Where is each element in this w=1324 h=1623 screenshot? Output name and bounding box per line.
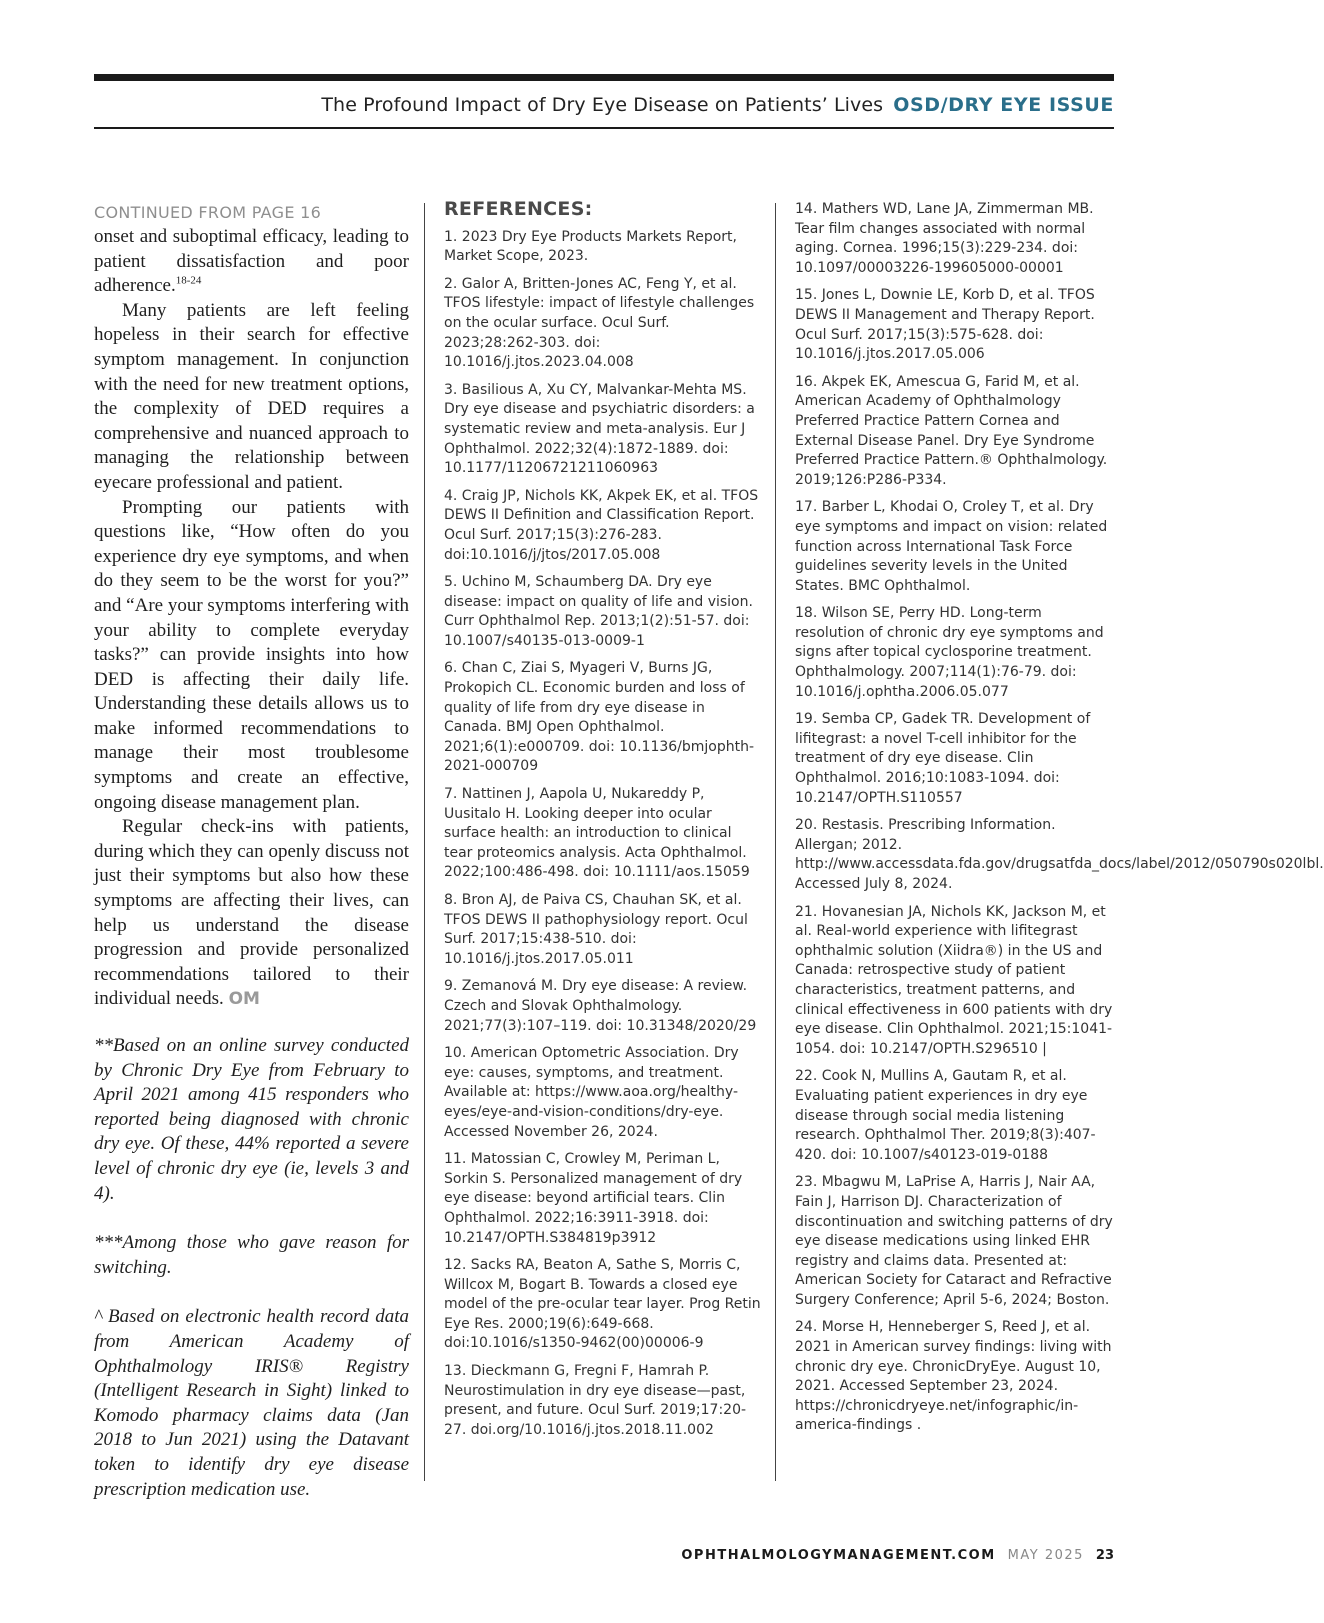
reference-item: 12. Sacks RA, Beaton A, Sathe S, Morris C, Willcox M, Bogart B. Towards a closed eye model of the pre-ocular tear layer. Prog Retin Eye Res. 2000;19(6):649-668. doi:10.1016/s1350-9462(00)00006-9 [444,1257,761,1352]
paragraph-1-text: onset and suboptimal efficacy, leading to patient dissatisfaction and poor adherence. [94,226,409,297]
reference-item: 8. Bron AJ, de Paiva CS, Chauhan SK, et al. TFOS DEWS II pathophysiology report. Ocul Surf. 2017;15:438-510. doi: 10.1016/j.jtos.2017.05.011 [444,892,748,967]
reference-item: 13. Dieckmann G, Fregni F, Hamrah P. Neurostimulation in dry eye disease—past, present, and future. Ocul Surf. 2019;17:20-27. doi.org/10.1016/j.jtos.2018.11.002 [444,1363,747,1438]
footer-site: OPHTHALMOLOGYMANAGEMENT.COM [681,1548,996,1563]
top-rule [94,74,1114,81]
reference-item: 11. Matossian C, Crowley M, Periman L, Sorkin S. Personalized management of dry eye disease: beyond artificial tears. Clin Ophthalmol. 2022;16:3911-3918. doi: 10.2147/OPTH.S384819p3912 [444,1151,743,1246]
reference-item: 14. Mathers WD, Lane JA, Zimmerman MB. Tear film changes associated with normal aging. Cornea. 1996;15(3):229-234. doi: 10.1097/00003226-199605000-00001 [795,201,1094,276]
column-divider [775,203,776,1481]
reference-item: 3. Basilious A, Xu CY, Malvankar-Mehta MS. Dry eye disease and psychiatric disorders: a systematic review and meta-analysis. Eur J Ophthalmol. 2022;32(4):1872-1889. doi: 10.1177/11206721211060963 [444,381,755,477]
reference-item: 19. Semba CP, Gadek TR. Development of lifitegrast: a novel T-cell inhibitor for the treatment of dry eye disease. Clin Ophthalmol. 2016;10:1083-1094. doi: 10.2147/OPTH.S110557 [795,711,1091,806]
reference-item: 18. Wilson SE, Perry HD. Long-term resolution of chronic dry eye symptoms and signs after topical cyclosporine treatment. Ophthalmology. 2007;114(1):76-79. doi: 10.1016/j.ophtha.2006.05.077 [795,605,1104,700]
reference-item: 1. 2023 Dry Eye Products Markets Report, Market Scope, 2023. [444,228,737,265]
references-column-2 [795,200,1324,1444]
reference-item: 24. Morse H, Henneberger S, Reed J, et al. 2021 in American survey findings: living with chronic dry eye. ChronicDryEye. August 10, 2021. Accessed September 23, 2024. https://chronicdryeye.net/infographic/in-america-findings . [795,1319,1112,1434]
reference-item: 2. Galor A, Britten-Jones AC, Feng Y, et al. TFOS lifestyle: impact of lifestyle challenges on the ocular surface. Ocul Surf. 2023;28:262-303. doi: 10.1016/j.jtos.2023.04.008 [444,275,755,371]
footnote-switching: ***Among those who gave reason for switching. [94,1232,409,1278]
article-body [94,225,409,1012]
reference-item: 6. Chan C, Ziai S, Myageri V, Burns JG, Prokopich CL. Economic burden and loss of quality of life from dry eye disease in Canada. BMJ Open Ophthalmol. 2021;6(1):e000709. doi: 10.1136/bmjophth-2021-000709 [444,660,755,775]
reference-item: 16. Akpek EK, Amescua G, Farid M, et al. American Academy of Ophthalmology Preferred Practice Pattern Cornea and External Disease Panel. Dry Eye Syndrome Preferred Practice Pattern.® Ophthalmology. 2019;126:P286-P334. [795,373,1108,488]
footnotes [94,1034,409,1502]
page-footer [681,1548,1114,1563]
reference-item: 7. Nattinen J, Aapola U, Nukareddy P, Uusitalo H. Looking deeper into ocular surface health: an introduction to clinical tear proteomics analysis. Acta Ophthalmol. 2022;100:486-498. doi: 10.1111/aos.15059 [444,786,750,881]
footnote-survey: **Based on an online survey conducted by Chronic Dry Eye from February to April 2021 among 415 responders who reported being diagnosed with chronic dry eye. Of these, 44% reported a severe level of chronic dry eye (ie, levels 3 and 4). [94,1035,409,1204]
reference-item: 4. Craig JP, Nichols KK, Akpek EK, et al. TFOS DEWS II Definition and Classification Report. Ocul Surf. 2017;15(3):276-283. doi:10.1016/j/jtos/2017.05.008 [444,487,759,563]
reference-item: 21. Hovanesian JA, Nichols KK, Jackson M, et al. Real-world experience with lifitegrast ophthalmic solution (Xiidra®) in the US and Canada: retrospective study of patient characteristics, treatment patterns, and clinical effectiveness in 600 patients with dry eye disease. Clin Ophthalmol. 2021;15:1041-1054. doi: 10.2147/OPTH.S296510 | [795,903,1113,1057]
reference-item: 5. Uchino M, Schaumberg DA. Dry eye disease: impact on quality of life and vision. Curr Ophthalmol Rep. 2013;1(2):51-57. doi: 10.1007/s40135-013-0009-1 [444,574,753,649]
reference-item: 10. American Optometric Association. Dry eye: causes, symptoms, and treatment. Available at: https://www.aoa.org/healthy-eyes/eye-and-vision-conditions/dry-eye. Accessed November 26, 2024. [444,1045,739,1140]
continued-label: CONTINUED FROM PAGE 16 [94,203,322,222]
paragraph-2: Many patients are left feeling hopeless in their search for effective symptom management. In conjunction with the need for new treatment options, the complexity of DED requires a comprehensive and nuanced approach to managing the relationship between eyecare professional and patient. [94,299,409,493]
header-rule [94,127,1114,129]
paragraph-4-text: Regular check-ins with patients, during which they can openly discuss not just their symptoms but also how these symptoms are affecting their lives, can help us understand the disease progression and provide personalized recommendations tailored to their individual needs. [94,816,409,1010]
references-column-1 [444,200,762,1448]
page-number: 23 [1095,1548,1114,1563]
article-column [94,203,409,1527]
reference-item: 20. Restasis. Prescribing Information. Allergan; 2012. http://www.accessdata.fda.gov/drugsatfda_docs/label/2012/050790s020lbl. Accessed July 8, 2024. [795,817,1324,892]
reference-item: 23. Mbagwu M, LaPrise A, Harris J, Nair AA, Fain J, Harrison DJ. Characterization of discontinuation and switching patterns of dry eye disease medications using linked EHR registry and claims data. Presented at: American Society for Cataract and Refractive Surgery Conference; April 5-6, 2024; Boston. [795,1174,1113,1308]
end-mark: OM [228,989,260,1010]
paragraph-4 [94,815,409,1012]
header-title: The Profound Impact of Dry Eye Disease on Patients’ Lives [321,94,884,116]
reference-item: 22. Cook N, Mullins A, Gautam R, et al. Evaluating patient experiences in dry eye disease through social media listening research. Ophthalmol Ther. 2019;8(3):407-420. doi: 10.1007/s40123-019-0188 [795,1068,1096,1163]
reference-item: 17. Barber L, Khodai O, Croley T, et al. Dry eye symptoms and impact on vision: related function across International Task Force guidelines severity levels in the United States. BMC Ophthalmol. [795,499,1108,594]
reference-item: 15. Jones L, Downie LE, Korb D, et al. TFOS DEWS II Management and Therapy Report. Ocul Surf. 2017;15(3):575-628. doi: 10.1016/j.jtos.2017.05.006 [795,287,1095,363]
column-divider [424,203,425,1481]
paragraph-1 [94,225,409,299]
footnote-ehr: ^ Based on electronic health record data from American Academy of Ophthalmology IRIS® Registry (Intelligent Research in Sight) linked to Komodo pharmacy claims data (Jan 2018 to Jun 2021) using the Datavant token to identify dry eye disease prescription medication use. [94,1306,409,1500]
running-header [94,89,1114,121]
citation-superscript: 18-24 [175,274,202,287]
references-heading: REFERENCES: [444,198,593,220]
reference-item: 9. Zemanová M. Dry eye disease: A review. Czech and Slovak Ophthalmology. 2021;77(3):107–119. doi: 10.31348/2020/29 [444,978,757,1034]
section-tag: OSD/DRY EYE ISSUE [893,94,1114,116]
paragraph-3: Prompting our patients with questions like, “How often do you experience dry eye symptoms, and when do they seem to be the worst for you?” and “Are your symptoms interfering with your ability to complete everyday tasks?” can provide insights into how DED is affecting their daily life. Understanding these details allows us to make informed recommendations to manage their most troublesome symptoms and create an effective, ongoing disease management plan. [94,496,410,813]
footer-date: MAY 2025 [1007,1548,1084,1563]
